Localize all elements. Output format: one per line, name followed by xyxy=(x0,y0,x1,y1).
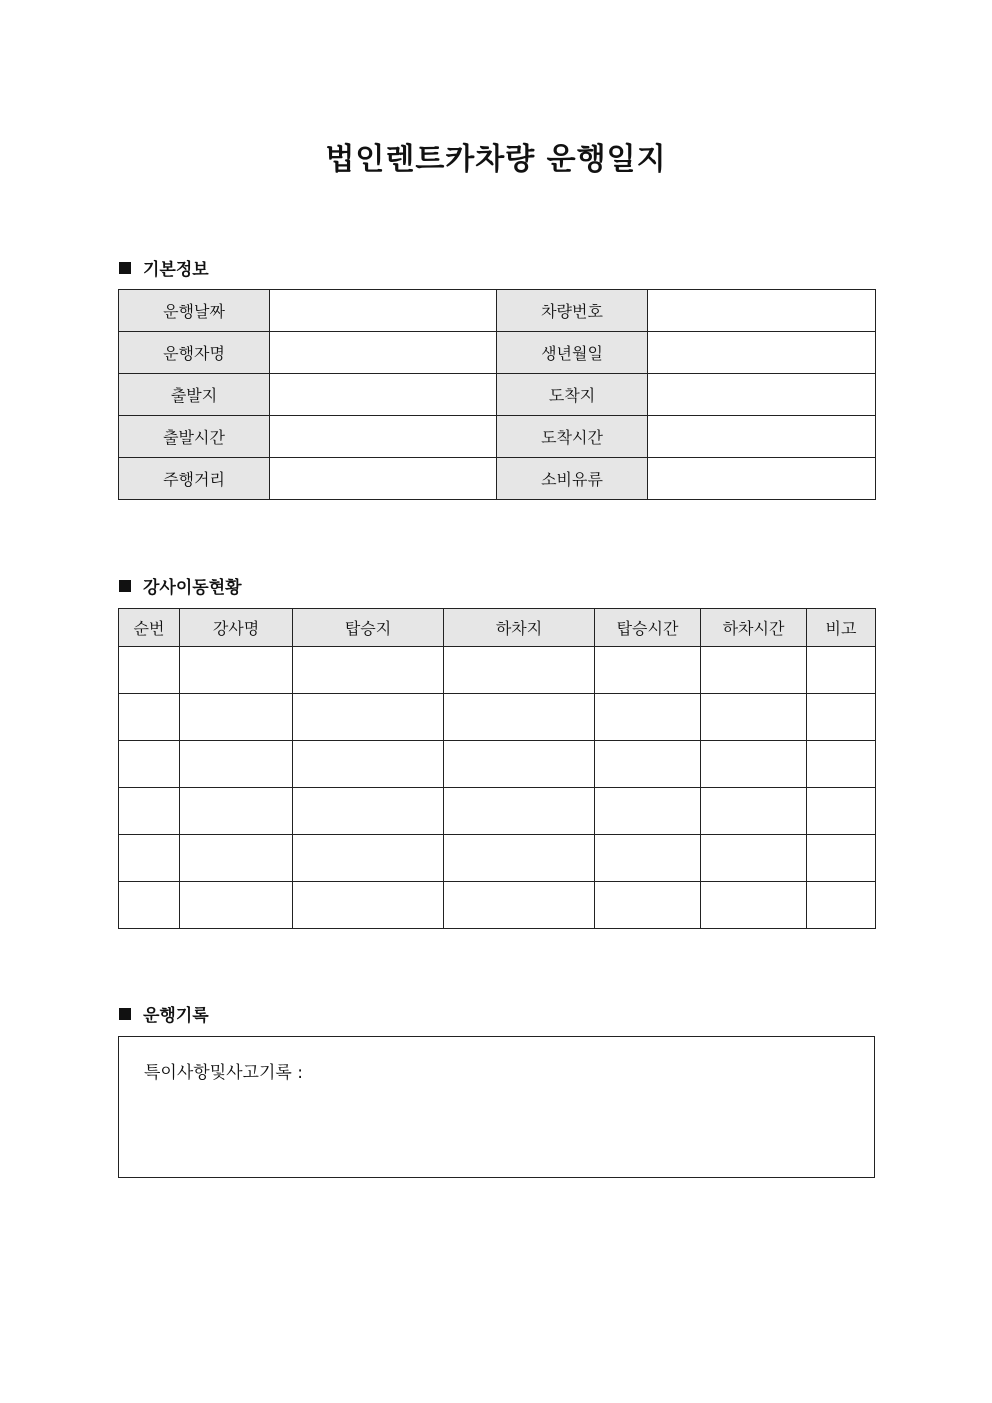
table-cell-field[interactable] xyxy=(119,647,180,694)
table-cell-field[interactable] xyxy=(444,835,595,882)
basic-info-label: 출발지 xyxy=(119,374,270,416)
table-cell-field[interactable] xyxy=(119,741,180,788)
section-heading-movement xyxy=(119,573,242,598)
column-header: 강사명 xyxy=(180,609,293,647)
table-cell-field[interactable] xyxy=(180,882,293,929)
table-cell-field[interactable] xyxy=(444,647,595,694)
table-cell-field[interactable] xyxy=(293,835,444,882)
page-title: 법인렌트카차량 운행일지 xyxy=(325,142,667,177)
table-cell-field[interactable] xyxy=(180,835,293,882)
table-cell-field[interactable] xyxy=(293,788,444,835)
section-heading-record xyxy=(119,1001,209,1026)
table-cell-field[interactable] xyxy=(595,882,701,929)
square-bullet-icon xyxy=(119,262,131,274)
square-bullet-icon xyxy=(119,1008,131,1020)
table-row xyxy=(119,882,876,929)
table-cell-field[interactable] xyxy=(807,882,876,929)
basic-info-label: 주행거리 xyxy=(119,458,270,500)
section-title: 기본정보 xyxy=(143,260,209,280)
table-row xyxy=(119,835,876,882)
basic-info-label: 소비유류 xyxy=(497,458,648,500)
table-cell-field[interactable] xyxy=(293,741,444,788)
table-cell-field[interactable] xyxy=(807,835,876,882)
table-row xyxy=(119,788,876,835)
table-cell-field[interactable] xyxy=(701,647,807,694)
basic-info-label: 도착지 xyxy=(497,374,648,416)
section-title: 강사이동현황 xyxy=(143,578,242,598)
basic-info-label: 출발시간 xyxy=(119,416,270,458)
table-cell-field[interactable] xyxy=(595,647,701,694)
table-cell-field[interactable] xyxy=(595,741,701,788)
basic-info-value-field[interactable] xyxy=(648,290,876,332)
basic-info-table xyxy=(118,289,876,500)
table-row xyxy=(119,694,876,741)
table-row xyxy=(119,647,876,694)
table-cell-field[interactable] xyxy=(444,694,595,741)
table-row xyxy=(119,741,876,788)
table-cell-field[interactable] xyxy=(807,741,876,788)
basic-info-value-field[interactable] xyxy=(270,458,497,500)
basic-info-row xyxy=(119,332,876,374)
basic-info-label: 운행자명 xyxy=(119,332,270,374)
basic-info-label: 운행날짜 xyxy=(119,290,270,332)
table-cell-field[interactable] xyxy=(444,741,595,788)
table-cell-field[interactable] xyxy=(595,788,701,835)
basic-info-row xyxy=(119,458,876,500)
column-header: 탑승시간 xyxy=(595,609,701,647)
table-cell-field[interactable] xyxy=(119,835,180,882)
square-bullet-icon xyxy=(119,580,131,592)
instructor-movement-table xyxy=(118,608,876,929)
basic-info-value-field[interactable] xyxy=(648,458,876,500)
table-cell-field[interactable] xyxy=(701,741,807,788)
basic-info-value-field[interactable] xyxy=(648,332,876,374)
table-cell-field[interactable] xyxy=(807,694,876,741)
section-title: 운행기록 xyxy=(143,1006,209,1026)
table-cell-field[interactable] xyxy=(293,882,444,929)
table-cell-field[interactable] xyxy=(595,694,701,741)
table-cell-field[interactable] xyxy=(119,788,180,835)
basic-info-value-field[interactable] xyxy=(648,416,876,458)
basic-info-label: 생년월일 xyxy=(497,332,648,374)
table-cell-field[interactable] xyxy=(180,741,293,788)
table-cell-field[interactable] xyxy=(595,835,701,882)
basic-info-value-field[interactable] xyxy=(270,374,497,416)
table-cell-field[interactable] xyxy=(701,835,807,882)
basic-info-value-field[interactable] xyxy=(648,374,876,416)
table-cell-field[interactable] xyxy=(807,647,876,694)
column-header: 하차시간 xyxy=(701,609,807,647)
basic-info-label: 도착시간 xyxy=(497,416,648,458)
table-cell-field[interactable] xyxy=(180,647,293,694)
table-cell-field[interactable] xyxy=(119,882,180,929)
table-cell-field[interactable] xyxy=(807,788,876,835)
table-cell-field[interactable] xyxy=(180,788,293,835)
column-header: 순번 xyxy=(119,609,180,647)
basic-info-value-field[interactable] xyxy=(270,290,497,332)
basic-info-label: 차량번호 xyxy=(497,290,648,332)
record-textarea[interactable] xyxy=(118,1036,875,1178)
table-cell-field[interactable] xyxy=(701,788,807,835)
table-cell-field[interactable] xyxy=(444,882,595,929)
basic-info-row xyxy=(119,374,876,416)
basic-info-row xyxy=(119,416,876,458)
column-header: 비고 xyxy=(807,609,876,647)
section-heading-basic-info xyxy=(119,255,209,280)
table-cell-field[interactable] xyxy=(180,694,293,741)
basic-info-value-field[interactable] xyxy=(270,332,497,374)
basic-info-value-field[interactable] xyxy=(270,416,497,458)
table-cell-field[interactable] xyxy=(444,788,595,835)
table-cell-field[interactable] xyxy=(293,647,444,694)
table-cell-field[interactable] xyxy=(119,694,180,741)
table-cell-field[interactable] xyxy=(293,694,444,741)
table-cell-field[interactable] xyxy=(701,694,807,741)
record-label: 특이사항및사고기록 : xyxy=(144,1063,303,1083)
table-cell-field[interactable] xyxy=(701,882,807,929)
column-header: 하차지 xyxy=(444,609,595,647)
column-header: 탑승지 xyxy=(293,609,444,647)
basic-info-row xyxy=(119,290,876,332)
